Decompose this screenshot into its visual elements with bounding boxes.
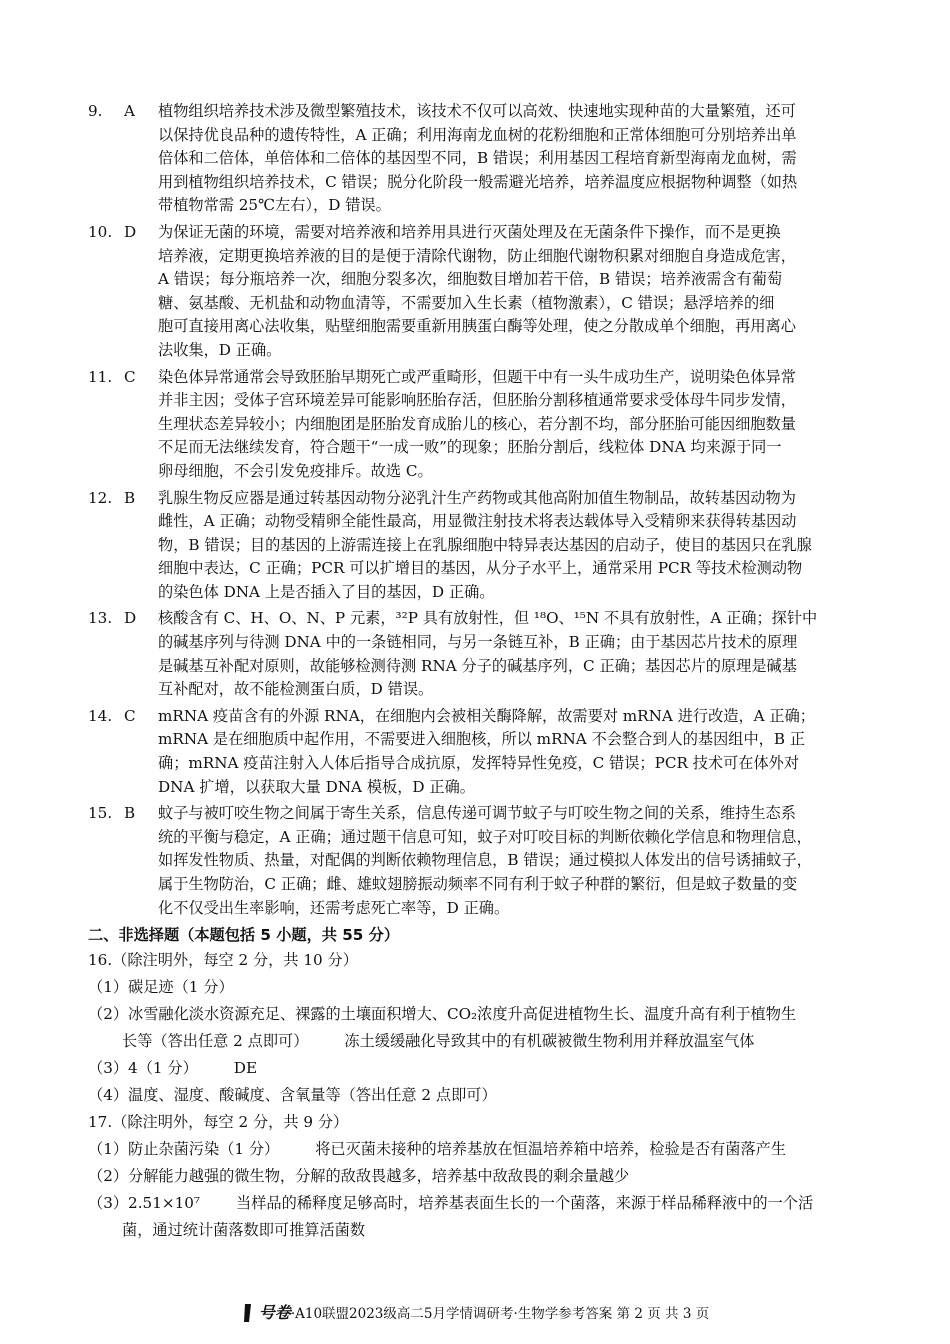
answer-item [88, 802, 866, 920]
q17-answer-3-cont: 菌，通过统计菌落数即可推算活菌数 [122, 1221, 365, 1240]
explanation-line: 为保证无菌的环境，需要对培养液和培养用具进行灭菌处理及在无菌条件下操作，而不是更换 [158, 222, 781, 241]
answer-choice: A [124, 102, 135, 120]
answer-item [88, 221, 866, 363]
q16-answer-2-line2 [88, 1028, 866, 1055]
explanation-line: mRNA 疫苗含有的外源 RNA，在细胞内会被相关酶降解，故需要对 mRNA 进行改造，A 正确； [158, 706, 815, 725]
explanation-line: 核酸含有 C、H、O、N、P 元素，³²P 具有放射性，但 ¹⁸O、¹⁵N 不具有放射性，A 正确；探针中 [158, 609, 818, 628]
q17-answer-1a: （1）防止杂菌污染（1 分） [88, 1140, 280, 1159]
explanation-line: 不足而无法继续发育，符合题干“一成一败”的现象；胚胎分割后，线粒体 DNA 均来源于同一 [158, 438, 782, 457]
explanation-line: 属于生物防治，C 正确；雌、雄蚊翅膀振动频率不同有利于蚊子种群的繁衍，但是蚊子数量的变 [158, 875, 798, 893]
explanation-line: 化不仅受出生率影响，还需考虑死亡率等，D 正确。 [158, 898, 510, 917]
answer-item [88, 366, 866, 484]
answer-choice: D [124, 609, 137, 628]
question-number: 15. [88, 804, 113, 823]
explanation-line: 蚊子与被叮咬生物之间属于寄生关系，信息传递可调节蚊子与叮咬生物之间的关系，维持生态系 [158, 804, 796, 823]
answer-item [88, 100, 866, 218]
choice-answers [88, 100, 866, 920]
question-number: 11. [88, 367, 113, 386]
question-number: 12. [88, 488, 113, 507]
explanation-line: 卵母细胞，不会引发免疫排斥。故选 C。 [158, 461, 433, 480]
section-title: 二、非选择题（本题包括 5 小题，共 55 分） [88, 926, 400, 945]
explanation-line: 用到植物组织培养技术，C 错误；脱分化阶段一般需避光培养，培养温度应根据物种调整（如热 [158, 172, 798, 191]
answer-item [88, 705, 866, 799]
answer-item [88, 487, 866, 605]
answer-choice: B [124, 488, 136, 507]
explanation-line: 雌性，A 正确；动物受精卵全能性最高，用显微注射技术将表达载体导入受精卵来获得转基因动 [158, 512, 797, 531]
answer-page [88, 100, 866, 1244]
question-17 [88, 1109, 866, 1244]
answer-item [88, 607, 866, 701]
q16-answer-3 [88, 1055, 866, 1082]
q17-answer-3a: （3）2.51×10⁷ [88, 1194, 200, 1213]
answer-choice: D [124, 222, 137, 241]
q17-answer-2: （2）分解能力越强的微生物，分解的敌敌畏越多，培养基中敌敌畏的剩余量越少 [88, 1167, 630, 1186]
explanation-line: 带植物常需 25℃左右），D 错误。 [158, 196, 391, 215]
q16-answer-2-line1: （2）冰雪融化淡水资源充足、裸露的土壤面积增大、CO₂浓度升高促进植物生长、温度升高有利于植物生 [88, 1005, 797, 1024]
explanation-line: 如挥发性物质、热量，对配偶的判断依赖物理信息，B 错误；通过模拟人体发出的信号诱捕蚊子， [158, 851, 812, 870]
explanation-line: 糖、氨基酸、无机盐和动物血清等，不需要加入生长素（植物激素），C 错误；悬浮培养的细 [158, 293, 775, 312]
q17-answer-3 [88, 1190, 866, 1217]
explanation-line: 的染色体 DNA 上是否插入了目的基因，D 正确。 [158, 582, 495, 601]
answer-choice: C [124, 367, 136, 386]
brand-logo-icon [241, 1303, 255, 1327]
explanation-line: 互补配对，故不能检测蛋白质，D 错误。 [158, 680, 434, 699]
q16-answer-2a: 长等（答出任意 2 点即可） [122, 1032, 309, 1051]
explanation-line: DNA 扩增，以获取大量 DNA 模板，D 正确。 [158, 777, 475, 796]
explanation-line: 以保持优良品种的遗传特性，A 正确；利用海南龙血树的花粉细胞和正常体细胞可分别培养出单 [158, 125, 797, 144]
brand-logo-text: 号卷 [258, 1303, 291, 1322]
q16-head: 16.（除注明外，每空 2 分，共 10 分） [88, 951, 358, 970]
footer-text: ·A10联盟2023级高二5月学情调研考·生物学参考答案 第 2 页 共 3 页 [290, 1306, 710, 1322]
explanation-line: 染色体异常通常会导致胚胎早期死亡或严重畸形，但题干中有一头牛成功生产，说明染色体异常 [158, 367, 796, 386]
explanation-line: 并非主因；受体子宫环境差异可能影响胚胎存活，但胚胎分割移植通常要求受体母牛同步发情， [158, 391, 796, 410]
q17-answer-3b: 当样品的稀释度足够高时，培养基表面生长的一个菌落，来源于样品稀释液中的一个活 [236, 1194, 814, 1213]
answer-choice: C [124, 706, 136, 725]
explanation-line: A 错误；每分瓶培养一次，细胞分裂多次，细胞数目增加若干倍，B 错误；培养液需含有葡萄 [158, 270, 783, 289]
explanation-line: 胞可直接用离心法收集，贴壁细胞需要重新用胰蛋白酶等处理，使之分散成单个细胞，再用离心 [158, 317, 796, 336]
q17-answer-1b: 将已灭菌未接种的培养基放在恒温培养箱中培养，检验是否有菌落产生 [315, 1140, 787, 1159]
explanation-line: 培养液，定期更换培养液的目的是便于清除代谢物，防止细胞代谢物积累对细胞自身造成危害， [158, 246, 796, 265]
q17-head: 17.（除注明外，每空 2 分，共 9 分） [88, 1113, 349, 1132]
question-number: 9. [88, 102, 103, 120]
explanation-line: mRNA 是在细胞质中起作用，不需要进入细胞核，所以 mRNA 不会整合到人的基因组中，B 正 [158, 730, 806, 749]
question-number: 13. [88, 609, 113, 628]
explanation-line: 细胞中表达，C 正确；PCR 可以扩增目的基因，从分子水平上，通常采用 PCR 等技术检测动物 [158, 559, 803, 578]
question-number: 14. [88, 706, 113, 725]
question-16 [88, 947, 866, 1109]
explanation-line: 倍体和二倍体，单倍体和二倍体的基因型不同，B 错误；利用基因工程培育新型海南龙血树，需 [158, 149, 797, 168]
explanation-line: 生理状态差异较小；内细胞团是胚胎发育成胎儿的核心，若分割不均，部分胚胎可能因细胞数量 [158, 414, 796, 433]
question-number: 10. [88, 222, 113, 241]
explanation-line: 乳腺生物反应器是通过转基因动物分泌乳汁生产药物或其他高附加值生物制品，故转基因动物为 [158, 488, 796, 507]
q16-answer-1: （1）碳足迹（1 分） [88, 978, 234, 997]
explanation-line: 法收集，D 正确。 [158, 340, 282, 359]
explanation-line: 物，B 错误；目的基因的上游需连接上在乳腺细胞中特异表达基因的启动子，使目的基因只在乳腺 [158, 535, 812, 554]
explanation-line: 确；mRNA 疫苗注射入人体后指导合成抗原，发挥特异性免疫，C 错误；PCR 技术可在体外对 [158, 754, 800, 773]
q16-answer-4: （4）温度、湿度、酸碱度、含氧量等（答出任意 2 点即可） [88, 1086, 497, 1105]
page-footer [0, 1300, 950, 1327]
q16-answer-3a: （3）4（1 分） [88, 1059, 198, 1078]
explanation-line: 统的平衡与稳定，A 正确；通过题干信息可知，蚊子对叮咬目标的判断依赖化学信息和物理信息， [158, 827, 812, 846]
q17-answer-1 [88, 1136, 866, 1163]
q16-answer-2b: 冻土缓缓融化导致其中的有机碳被微生物利用并释放温室气体 [344, 1032, 755, 1051]
explanation-line: 是碱基互补配对原则，故能够检测待测 RNA 分子的碱基序列，C 正确；基因芯片的原理是碱基 [158, 656, 797, 675]
answer-choice: B [124, 804, 136, 823]
explanation-line: 的碱基序列与待测 DNA 中的一条链相同，与另一条链互补，B 正确；由于基因芯片技术的原理 [158, 633, 798, 652]
q16-answer-3b: DE [233, 1059, 258, 1078]
explanation-line: 植物组织培养技术涉及微型繁殖技术，该技术不仅可以高效、快速地实现种苗的大量繁殖，还可 [158, 102, 796, 120]
